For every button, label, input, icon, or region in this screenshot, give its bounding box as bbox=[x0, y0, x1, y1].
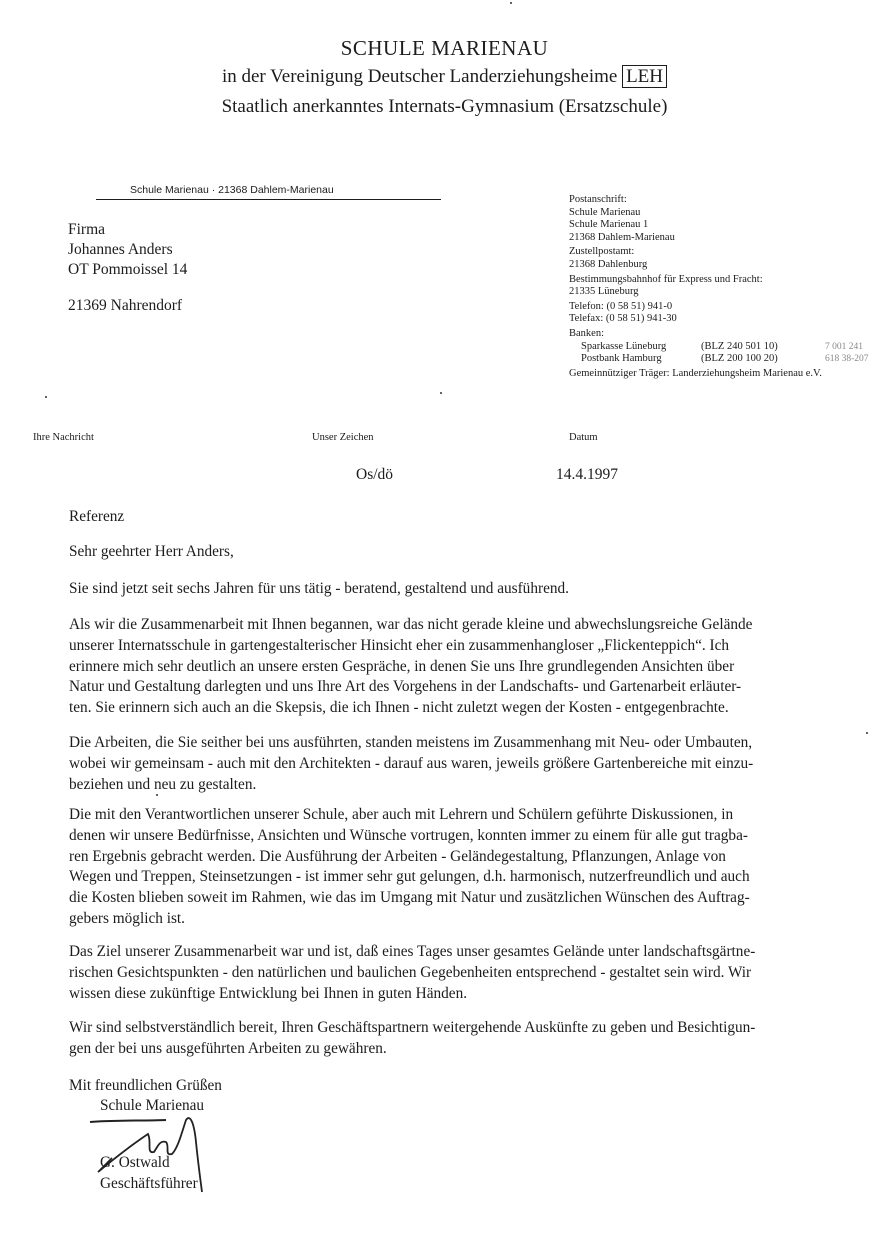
return-address-rule bbox=[96, 199, 441, 200]
datum-value: 14.4.1997 bbox=[556, 466, 618, 483]
paragraph-3 bbox=[69, 733, 814, 795]
text-line: Die mit den Verantwortlichen unserer Schule, aber auch mit Lehrern und Schülern geführte Diskussionen, in bbox=[69, 806, 734, 823]
recipient-line: Johannes Anders bbox=[68, 241, 173, 258]
paragraph-1 bbox=[69, 579, 814, 600]
text-line: die Kosten blieben soweit im Rahmen, wie das im Umgang mit Natur und zusätzlichen Wünschen des Auftrag- bbox=[69, 889, 750, 907]
association-line bbox=[0, 66, 889, 88]
telefax: Telefax: (0 58 51) 941-30 bbox=[569, 313, 677, 325]
salutation: Sehr geehrter Herr Anders, bbox=[69, 543, 234, 560]
bank-account: 618 38-207 bbox=[825, 354, 869, 365]
subject: Referenz bbox=[69, 508, 125, 525]
text-line: Wegen und Treppen, Steinsetzungen - ist immer sehr gut gelungen, d.h. harmonisch, nutzerfreundlich und auch bbox=[69, 868, 750, 886]
text-line: Die Arbeiten, die Sie seither bei uns ausführten, standen meistens im Zusammenhang mit Neu- oder Umbauten, bbox=[69, 734, 753, 751]
bank-blz: (BLZ 200 100 20) bbox=[701, 353, 778, 365]
bank-row bbox=[569, 353, 869, 366]
signatory-name: G. Ostwald bbox=[100, 1154, 170, 1171]
traeger: Gemeinnütziger Träger: Landerziehungsheim Marienau e.V. bbox=[569, 367, 822, 379]
return-address: Schule Marienau · 21368 Dahlem-Marienau bbox=[130, 184, 334, 196]
signatory-block bbox=[100, 1152, 198, 1194]
recipient-line: OT Pommoissel 14 bbox=[68, 261, 188, 278]
text-line: gebers möglich ist. bbox=[69, 909, 185, 927]
recipient-address bbox=[68, 220, 187, 316]
sender-info-block bbox=[569, 194, 869, 380]
text-line: wobei wir gemeinsam - auch mit den Architekten - darauf aus waren, jeweils größere Gartenbereiche mit einzu- bbox=[69, 754, 754, 772]
signatory-title: Geschäftsführer bbox=[100, 1175, 198, 1192]
closing-org: Schule Marienau bbox=[100, 1097, 205, 1114]
school-name: SCHULE MARIENAU bbox=[340, 36, 549, 60]
paragraph-5 bbox=[69, 942, 814, 1004]
postanschrift-label: Postanschrift: bbox=[569, 194, 627, 205]
telefon: Telefon: (0 58 51) 941-0 bbox=[569, 300, 673, 312]
school-type-line: Staatlich anerkanntes Internats-Gymnasium (Ersatzschule) bbox=[221, 96, 668, 117]
text-line: Wir sind selbstverständlich bereit, Ihren Geschäftspartnern weitergehende Auskünfte zu geben und Besichtigun- bbox=[69, 1019, 756, 1036]
bank-name: Sparkasse Lüneburg bbox=[581, 340, 667, 352]
text-line: rischen Gesichtspunkten - den natürlichen und baulichen Gegebenheiten entsprechend - gestaltet sein wird. Wir bbox=[69, 963, 752, 981]
bank-name: Postbank Hamburg bbox=[581, 353, 662, 365]
text-line: beziehen und neu zu gestalten. bbox=[69, 775, 257, 793]
text-line: denen wir unsere Bedürfnisse, Ansichten und Wünsche vortrugen, konnten immer zu einem für alle gut tragba- bbox=[69, 826, 748, 844]
paragraph-2 bbox=[69, 615, 814, 719]
ihre-nachricht-label: Ihre Nachricht bbox=[33, 432, 94, 443]
datum-label: Datum bbox=[569, 432, 598, 443]
text-line: Natur und Gestaltung darlegten und uns Ihre Art des Vorgehens in der Landschafts- und Gartenarbeit erläuter- bbox=[69, 678, 742, 696]
bahnhof-value: 21335 Lüneburg bbox=[569, 286, 639, 298]
paragraph-6 bbox=[69, 1018, 814, 1060]
bank-row bbox=[569, 341, 869, 354]
bank-blz: (BLZ 240 501 10) bbox=[701, 340, 778, 352]
postal-line: Schule Marienau 1 bbox=[569, 219, 649, 231]
text-line: wissen diese zukünftige Entwicklung bei Ihnen in guten Händen. bbox=[69, 984, 468, 1002]
text-line: ten. Sie erinnern sich auch an die Skepsis, die ich Ihnen - nicht zuletzt wegen der Kosten - entgegenbrachte. bbox=[69, 699, 729, 717]
text-line: unserer Internatsschule in gartengestalterischer Hinsicht eher ein zusammenhangloser „Flickenteppich“. Ich bbox=[69, 636, 730, 654]
text-line: ren Ergebnis gebracht werden. Die Ausführung der Arbeiten - Geländegestaltung, Pflanzungen, Anlage von bbox=[69, 847, 726, 865]
bank-account: 7 001 241 bbox=[825, 341, 863, 352]
paragraph-4 bbox=[69, 805, 814, 930]
postal-line: Schule Marienau bbox=[569, 206, 641, 218]
unser-zeichen-value: Os/dö bbox=[356, 466, 394, 483]
text-line: erinnere mich sehr deutlich an unsere ersten Gespräche, in denen Sie uns Ihre grundlegenden Ansichten über bbox=[69, 657, 735, 675]
text-line: Sie sind jetzt seit sechs Jahren für uns tätig - beratend, gestaltend und ausführend. bbox=[69, 580, 569, 597]
zustell-label: Zustellpostamt: bbox=[569, 246, 635, 258]
text-line: Das Ziel unserer Zusammenarbeit war und ist, daß eines Tages unser gesamtes Gelände unter landschaftsgärtne- bbox=[69, 943, 756, 960]
banken-label: Banken: bbox=[569, 327, 604, 339]
text-line: gen der bei uns ausgeführten Arbeiten zu gewähren. bbox=[69, 1039, 387, 1057]
closing-greeting: Mit freundlichen Grüßen bbox=[69, 1077, 222, 1094]
postal-line: 21368 Dahlem-Marienau bbox=[569, 231, 675, 243]
leh-badge: LEH bbox=[622, 65, 667, 88]
association-text: in der Vereinigung Deutscher Landerziehungsheime bbox=[221, 66, 618, 87]
recipient-line: 21369 Nahrendorf bbox=[68, 297, 183, 314]
unser-zeichen-label: Unser Zeichen bbox=[312, 432, 374, 443]
zustell-value: 21368 Dahlenburg bbox=[569, 258, 648, 270]
bahnhof-label: Bestimmungsbahnhof für Express und Fracht: bbox=[569, 273, 763, 285]
recipient-line: Firma bbox=[68, 221, 106, 238]
closing-block bbox=[69, 1076, 222, 1116]
text-line: Als wir die Zusammenarbeit mit Ihnen begannen, war das nicht gerade kleine und abwechslungsreiche Gelände bbox=[69, 616, 753, 633]
